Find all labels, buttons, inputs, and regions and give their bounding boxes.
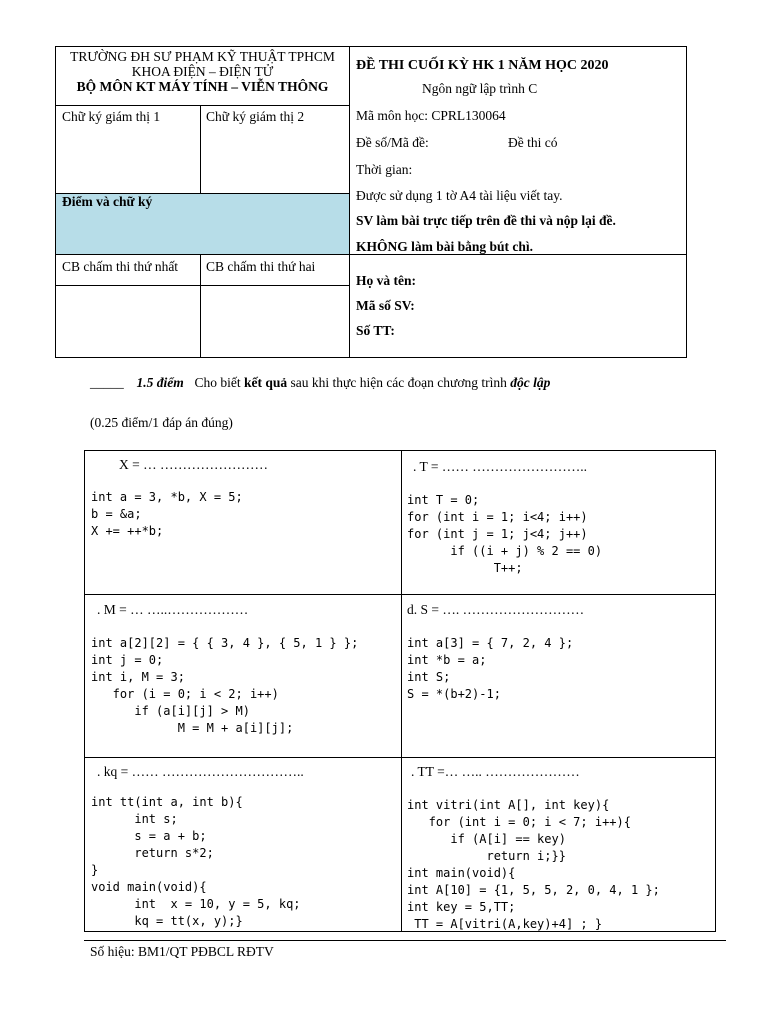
exam-title: ĐỀ THI CUỐI KỲ HK 1 NĂM HỌC 2020 <box>356 58 609 73</box>
question-text-independent: độc lập <box>510 375 551 390</box>
question-prompt <box>90 375 550 391</box>
proctor2-sign-label: Chữ ký giám thị 2 <box>206 109 305 124</box>
footer-rule <box>84 940 726 941</box>
department-name: BỘ MÔN KT MÁY TÍNH – VIỄN THÔNG <box>76 79 329 94</box>
proctor1-sign-label: Chữ ký giám thị 1 <box>62 109 161 124</box>
box4-title: d. S = …. ……………………… <box>407 602 585 617</box>
box2-title: . T = …… …………………….. <box>413 459 587 474</box>
course-code: Mã môn học: CPRL130064 <box>356 108 506 123</box>
student-id-label: Mã số SV: <box>356 298 415 313</box>
question-text-c: sau khi thực hiện các đoạn chương trình <box>287 375 511 390</box>
name-label: Họ và tên: <box>356 273 416 288</box>
seq-no-label: Số TT: <box>356 323 395 338</box>
question-points: 1.5 điểm <box>136 375 184 390</box>
box6-code: int vitri(int A[], int key){ for (int i = 0; i < 7; i++){ if (A[i] == key) return i;}} int main(void){ int A[10] = {1, 5, 5, 2, 0, 4, 1 }; int key = 5,TT; TT = A[vitri(A,key)+4] ; } <box>407 798 660 931</box>
footer-code: Số hiệu: BM1/QT PĐBCL RĐTV <box>90 944 274 959</box>
allowed-materials: Được sử dụng 1 tờ A4 tài liệu viết tay. <box>356 188 563 203</box>
instruction-submit: SV làm bài trực tiếp trên đề thi và nộp lại đề. <box>356 213 616 228</box>
time-label: Thời gian: <box>356 162 413 177</box>
question-note: (0.25 điểm/1 đáp án đúng) <box>90 415 233 430</box>
exam-header-table <box>55 46 687 358</box>
box5-code: int tt(int a, int b){ int s; s = a + b; return s*2; } void main(void){ int x = 10, y = 5, kq; kq = tt(x, y);} <box>91 795 301 928</box>
score-sign-label: Điểm và chữ ký <box>62 194 153 209</box>
faculty-name: KHOA ĐIỆN – ĐIỆN TỬ <box>131 64 274 79</box>
box5-title: . kq = …… ………………………….. <box>97 764 304 779</box>
box4-code: int a[3] = { 7, 2, 4 }; int *b = a; int S; S = *(b+2)-1; <box>407 636 574 701</box>
subject-name: Ngôn ngữ lập trình C <box>422 81 538 96</box>
box6-title: . TT =… ….. ………………… <box>411 764 580 779</box>
box3-code: int a[2][2] = { { 3, 4 }, { 5, 1 } }; int j = 0; int i, M = 3; for (i = 0; i < 2; i++) if (a[i][j] > M) M = M + a[i][j]; <box>91 636 359 735</box>
question-text-a: Cho biết <box>194 375 244 390</box>
box2-code: int T = 0; for (int i = 1; i<4; i++) for (int j = 1; j<4; j++) if ((i + j) % 2 == 0) T++; <box>407 493 603 575</box>
answer-blank: _____ <box>90 375 124 390</box>
instruction-no-pencil: KHÔNG làm bài bằng bút chì. <box>356 239 534 254</box>
box1-title: X = … …………………… <box>119 457 268 472</box>
exam-code-label: Đề số/Mã đề: <box>356 135 429 150</box>
code-grid <box>84 450 716 932</box>
box3-title: . M = … …..……………… <box>97 602 249 617</box>
box1-code: int a = 3, *b, X = 5; b = &a; X += ++*b; <box>91 490 243 538</box>
school-name: TRƯỜNG ĐH SƯ PHẠM KỸ THUẬT TPHCM <box>70 49 335 64</box>
grader1-label: CB chấm thi thứ nhất <box>62 259 179 274</box>
grader2-label: CB chấm thi thứ hai <box>206 259 316 274</box>
exam-pages-label: Đề thi có <box>508 135 558 150</box>
question-text-result: kết quả <box>244 375 288 390</box>
